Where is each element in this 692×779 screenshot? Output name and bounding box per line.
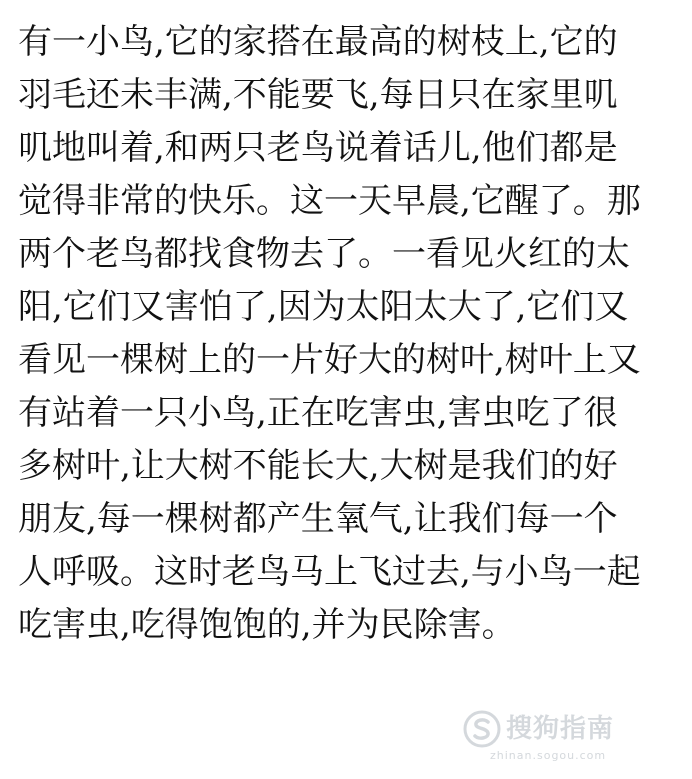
watermark-title: 搜狗指南 (506, 714, 615, 744)
text-line-11: 人呼吸。这时老鸟马上飞过去,与小鸟一起 (18, 552, 641, 592)
text-line-5: 两个老鸟都找食物去了。一看见火红的太 (18, 234, 630, 274)
text-line-6: 阳,它们又害怕了,因为太阳太大了,它们又 (18, 287, 629, 327)
text-line-1: 有一小鸟,它的家搭在最高的树枝上,它的 (18, 22, 618, 62)
text-line-8: 有站着一只小鸟,正在吃害虫,害虫吃了很 (18, 393, 618, 433)
text-line-9: 多树叶,让大树不能长大,大树是我们的好 (18, 446, 618, 486)
text-line-3: 叽地叫着,和两只老鸟说着话儿,他们都是 (18, 128, 618, 168)
sogou-logo-icon (462, 709, 502, 749)
text-line-2: 羽毛还未丰满,不能要飞,每日只在家里叽 (18, 75, 618, 115)
text-line-12: 吃害虫,吃得饱饱的,并为民除害。 (18, 605, 516, 645)
sogou-watermark (462, 709, 682, 765)
text-line-7: 看见一棵树上的一片好大的树叶,树叶上又 (18, 340, 641, 380)
handwritten-text (18, 16, 678, 652)
text-line-10: 朋友,每一棵树都产生氧气,让我们每一个 (18, 499, 618, 539)
text-line-4: 觉得非常的快乐。这一天早晨,它醒了。那 (18, 181, 641, 221)
watermark-url: zhinan.sogou.com (490, 749, 607, 762)
